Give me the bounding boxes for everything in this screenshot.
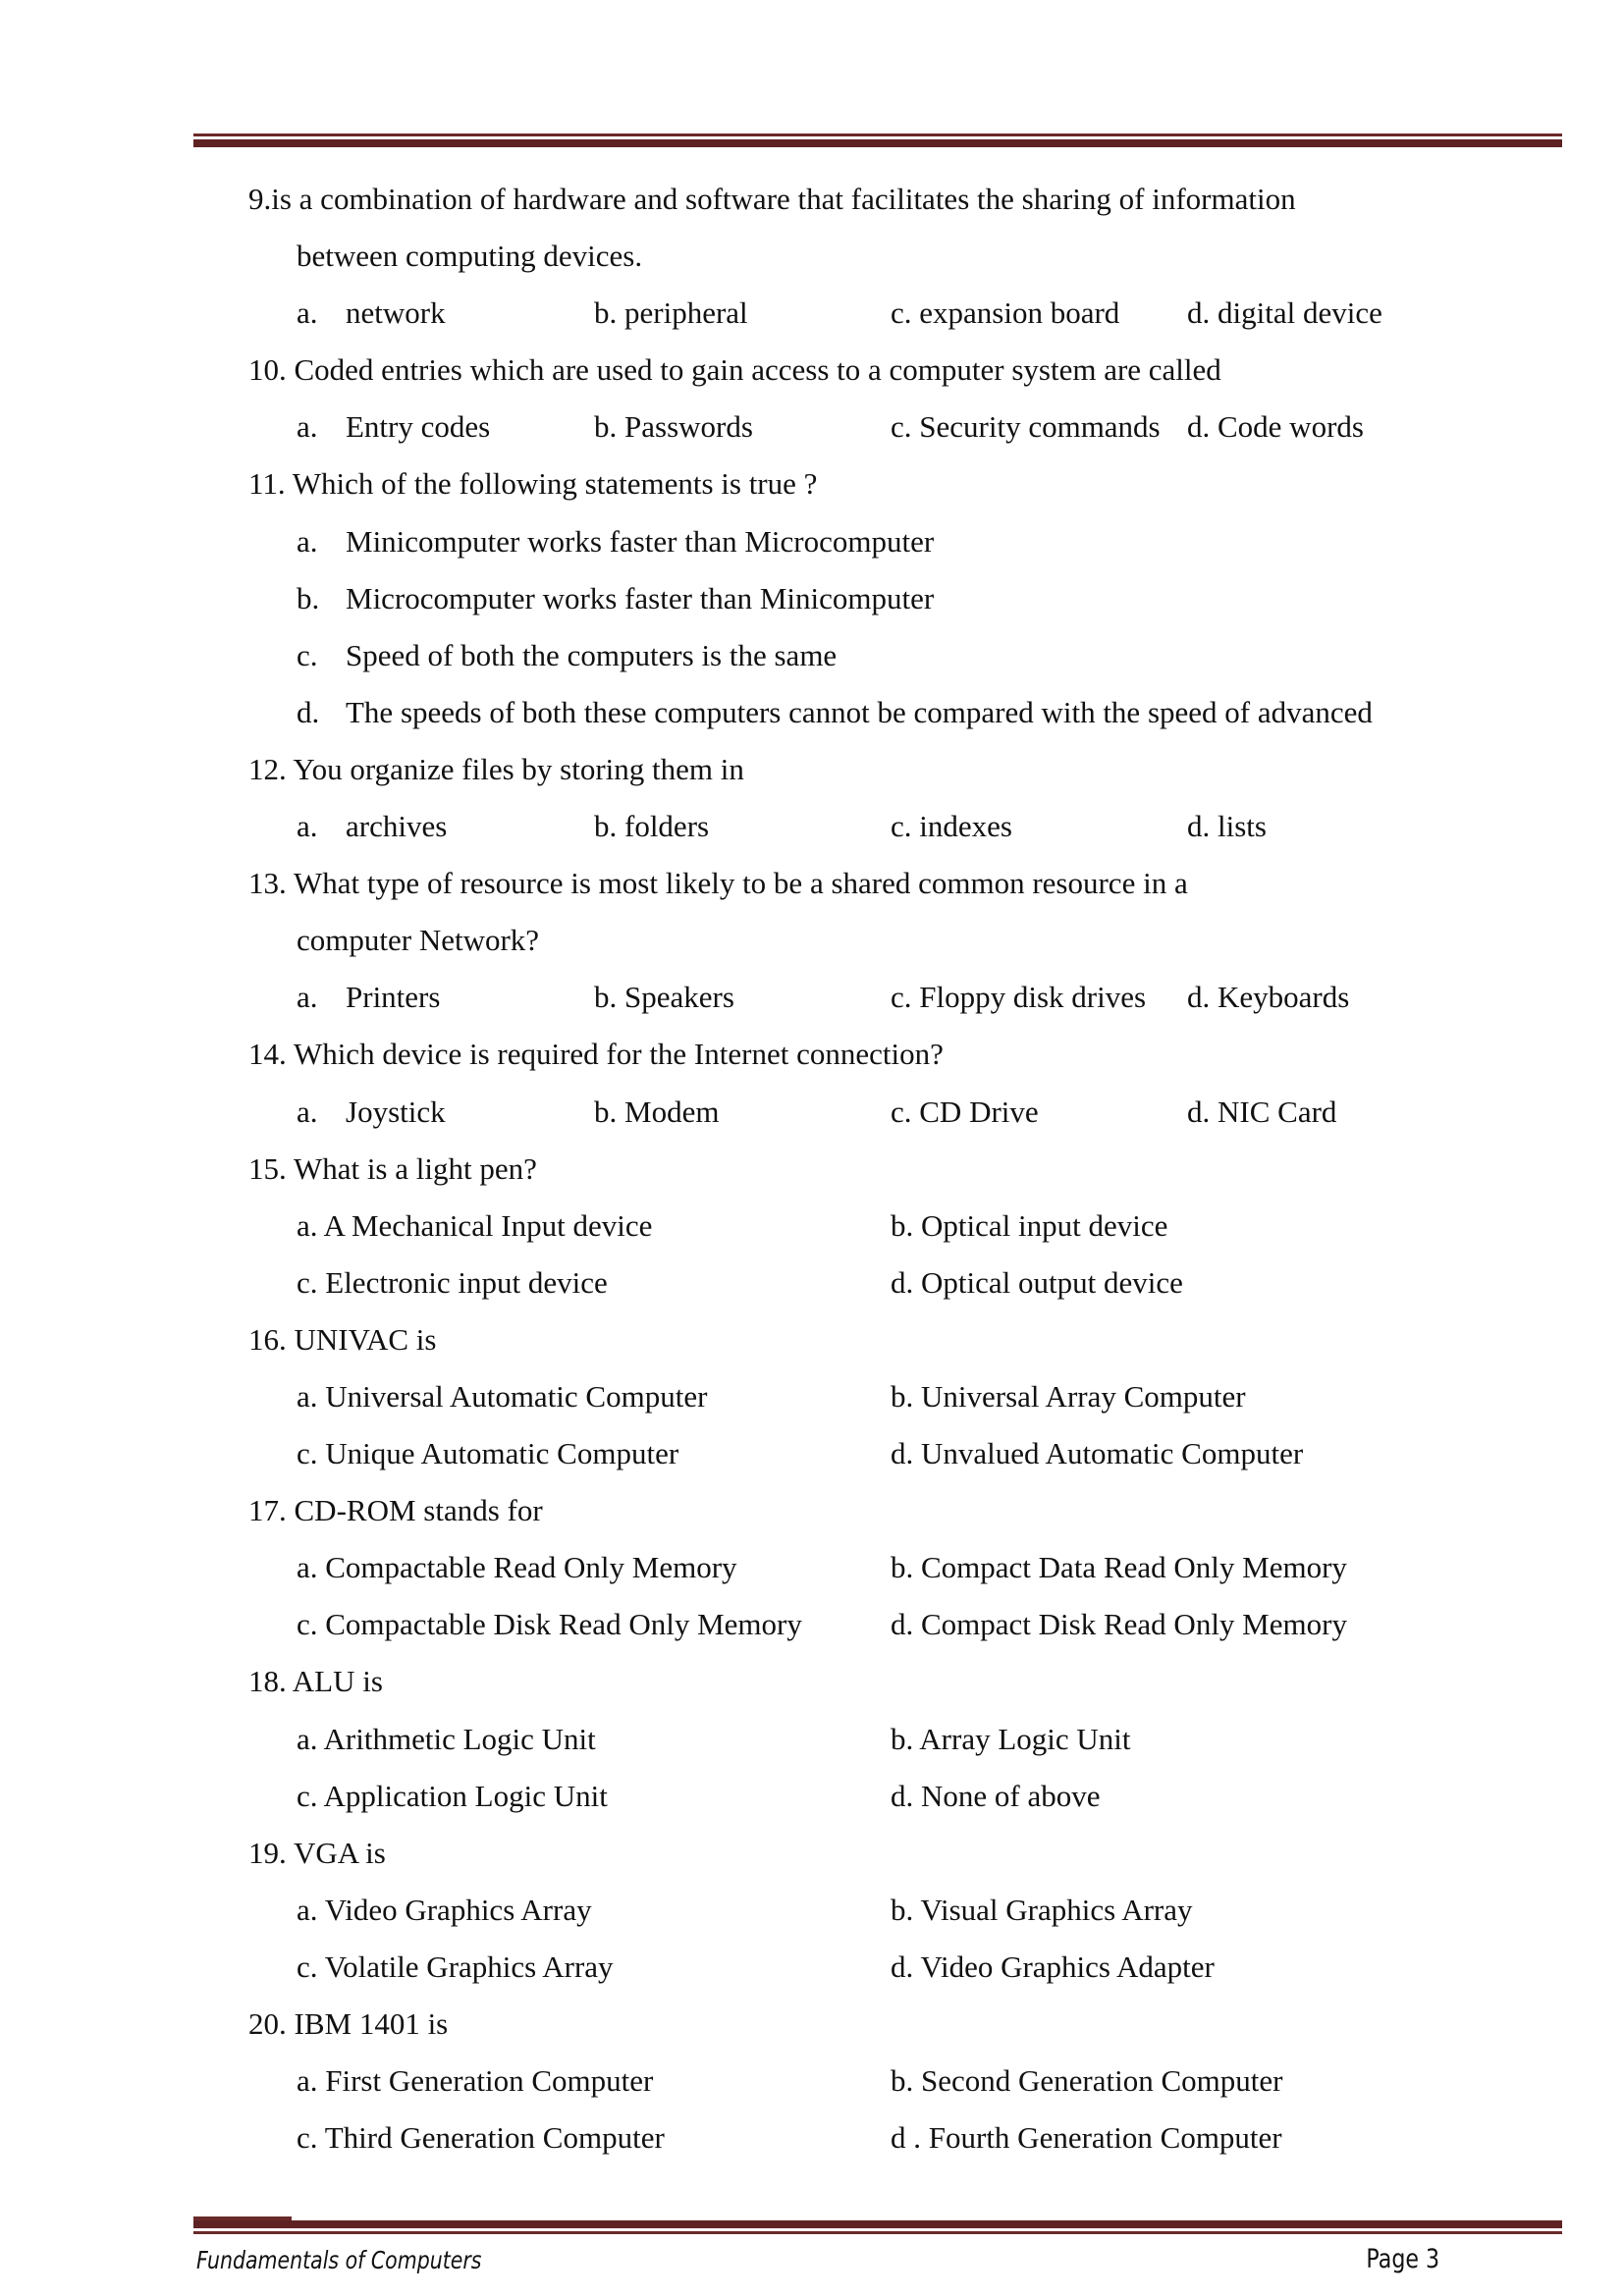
option-text: b. Modem [594,1094,720,1129]
question-text: 9.is a combination of hardware and software that facilitates the sharing of information [248,182,1296,216]
text-line [0,1996,1624,2053]
text-line [0,1255,1624,1311]
text-line [0,969,1624,1026]
text-line [0,855,1624,912]
text-line [0,627,1624,684]
text-line [0,1425,1624,1482]
text-line [0,570,1624,627]
option-text: d. Video Graphics Adapter [891,1949,1215,1984]
text-line [0,684,1624,741]
option-text: c. Electronic input device [297,1264,608,1300]
option-text: c. expansion board [891,295,1120,331]
option-text: b. Array Logic Unit [891,1721,1131,1756]
footer-title: Fundamentals of Computers [196,2246,482,2274]
text-line [0,285,1624,342]
option-text: Microcomputer works faster than Minicomputer [346,580,935,615]
text-line [0,1084,1624,1141]
question-text: 17. CD-ROM stands for [248,1493,543,1528]
option-text: c. Unique Automatic Computer [297,1436,679,1471]
option-text: b. folders [594,809,710,844]
option-text: d. Compact Disk Read Only Memory [891,1607,1347,1642]
option-text: Speed of both the computers is the same [346,637,838,672]
question-text: computer Network? [297,923,540,958]
text-line [0,912,1624,969]
text-line [0,228,1624,285]
option-text: d. None of above [891,1778,1101,1813]
text-line [0,1768,1624,1825]
text-line [0,798,1624,855]
option-text: a. Universal Automatic Computer [297,1378,708,1414]
option-text: d. Code words [1187,409,1364,445]
text-line [0,1882,1624,1939]
question-text: 10. Coded entries which are used to gain access to a computer system are called [248,352,1221,388]
option-text: network [346,295,446,331]
option-text: a. A Mechanical Input device [297,1207,653,1243]
option-text: archives [346,809,448,844]
text-line [0,1482,1624,1539]
option-label: a. [297,523,318,559]
question-text: 16. UNIVAC is [248,1321,437,1357]
question-text: 13. What type of resource is most likely to be a shared common resource in a [248,866,1188,901]
option-text: The speeds of both these computers cannot be compared with the speed of advanced [346,694,1373,729]
text-line [0,455,1624,512]
option-label: a. [297,295,318,331]
text-line [0,399,1624,455]
option-text: d. Keyboards [1187,980,1350,1015]
option-text: b. Passwords [594,409,753,445]
text-line [0,1368,1624,1425]
option-text: Minicomputer works faster than Microcomputer [346,523,935,559]
question-text: 19. VGA is [248,1835,386,1870]
text-line [0,2109,1624,2166]
text-line [0,1026,1624,1083]
option-text: c. Third Generation Computer [297,2120,665,2156]
option-label: a. [297,409,318,445]
text-line [0,1939,1624,1996]
text-line [0,1198,1624,1255]
question-text: 12. You organize files by storing them in [248,751,744,786]
option-text: Printers [346,980,441,1015]
question-text: 11. Which of the following statements is true ? [248,466,818,502]
option-text: d. Unvalued Automatic Computer [891,1436,1304,1471]
option-text: a. Compactable Read Only Memory [297,1550,737,1585]
option-text: a. Arithmetic Logic Unit [297,1721,596,1756]
option-text: d . Fourth Generation Computer [891,2120,1282,2156]
option-text: c. Security commands [891,409,1161,445]
option-text: b. Visual Graphics Array [891,1892,1193,1927]
option-label: a. [297,809,318,844]
option-text: b. Universal Array Computer [891,1378,1246,1414]
option-text: a. Video Graphics Array [297,1892,592,1927]
text-line [0,741,1624,798]
option-label: a. [297,980,318,1015]
option-text: d. lists [1187,809,1267,844]
option-text: d. NIC Card [1187,1094,1337,1129]
option-text: d. Optical output device [891,1264,1183,1300]
option-text: b. peripheral [594,295,748,331]
option-text: c. Volatile Graphics Array [297,1949,614,1984]
text-line [0,513,1624,570]
option-text: a. First Generation Computer [297,2063,654,2099]
text-line [0,2053,1624,2109]
question-text: 18. ALU is [248,1664,383,1699]
option-text: d. digital device [1187,295,1382,331]
option-text: c. Floppy disk drives [891,980,1147,1015]
question-text: 20. IBM 1401 is [248,2006,449,2041]
text-line [0,1596,1624,1653]
text-line [0,1825,1624,1882]
option-label: c. [297,637,318,672]
text-line [0,342,1624,399]
text-line [0,171,1624,228]
question-text: 14. Which device is required for the Internet connection? [248,1037,944,1072]
text-line [0,1711,1624,1768]
option-text: c. Compactable Disk Read Only Memory [297,1607,802,1642]
page-number: Page 3 [1366,2244,1439,2274]
option-text: c. indexes [891,809,1012,844]
text-line [0,1653,1624,1710]
option-text: Entry codes [346,409,491,445]
text-line [0,1141,1624,1198]
option-text: b. Speakers [594,980,734,1015]
option-text: Joystick [346,1094,446,1129]
option-text: b. Compact Data Read Only Memory [891,1550,1347,1585]
option-text: b. Second Generation Computer [891,2063,1283,2099]
option-label: a. [297,1094,318,1129]
header-rule [193,133,1562,147]
text-line [0,1539,1624,1596]
question-text: 15. What is a light pen? [248,1150,537,1186]
option-label: b. [297,580,320,615]
footer-rule [193,2220,1562,2234]
option-text: c. CD Drive [891,1094,1039,1129]
text-line [0,1311,1624,1368]
question-text: between computing devices. [297,239,643,274]
option-text: c. Application Logic Unit [297,1778,608,1813]
option-text: b. Optical input device [891,1207,1168,1243]
option-label: d. [297,694,320,729]
question-list [0,171,1624,2166]
